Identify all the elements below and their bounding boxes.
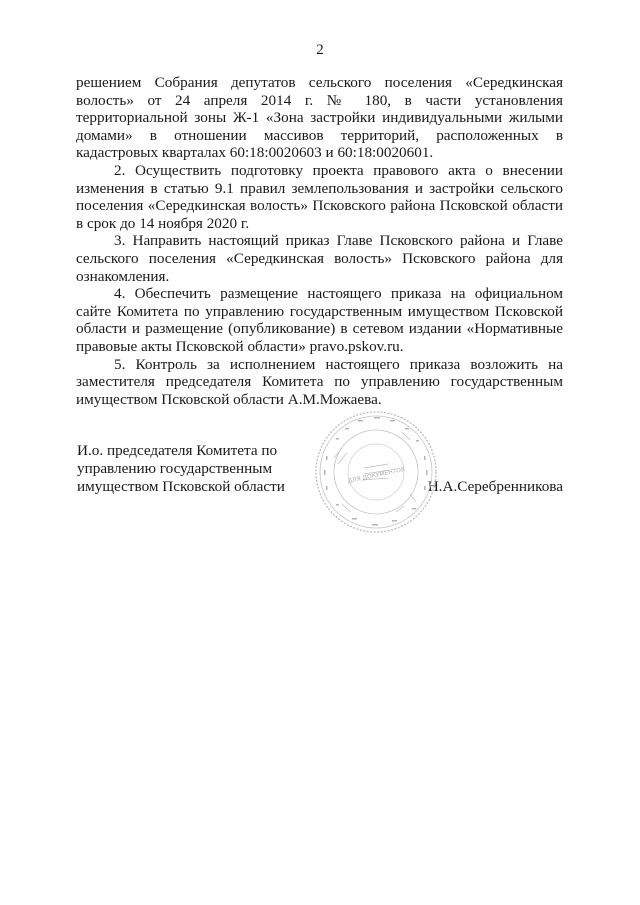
official-seal-stamp	[312, 408, 440, 536]
signer-title	[77, 442, 297, 496]
signer-name: Н.А.Серебренникова	[427, 478, 563, 495]
paragraph-item-4: 4. Обеспечить размещение настоящего приказа на официальном сайте Комитета по управлению государственным имуществом Псковской области и размещение (опубликование) в сетевом издании «Нормативные правовые акты Псковской области» pravo.pskov.ru.	[76, 285, 563, 355]
signer-title-line: управлению государственным	[77, 460, 273, 477]
document-body	[76, 74, 563, 408]
paragraph-continuation: решением Собрания депутатов сельского поселения «Середкинская волость» от 24 апреля 2014 г. № 180, в части установления территориальной зоны Ж-1 «Зона застройки индивидуальными жилыми домами» в отношении массивов территорий, расположенных в кадастровых кварталах 60:18:0020603 и 60:18:0020601.	[76, 74, 563, 162]
paragraph-item-3: 3. Направить настоящий приказ Главе Псковского района и Главе сельского поселения «Середкинская волость» Псковского района для ознакомления.	[76, 232, 563, 285]
seal-graphic	[312, 408, 440, 536]
paragraph-item-5: 5. Контроль за исполнением настоящего приказа возложить на заместителя председателя Комитета по управлению государственным имуществом Псковской области А.М.Можаева.	[76, 355, 563, 408]
signer-title-line: И.о. председателя Комитета по	[77, 442, 278, 459]
page-number: 2	[316, 42, 324, 58]
signer-title-line: имуществом Псковской области	[77, 478, 285, 495]
seal-inner-text: ДЛЯ ДОКУМЕНТОВ	[346, 465, 406, 485]
paragraph-item-2: 2. Осуществить подготовку проекта правового акта о внесении изменения в статью 9.1 правил землепользования и застройки сельского поселения «Середкинская волость» Псковского района Псковской области в срок до 14 ноября 2020 г.	[76, 161, 563, 232]
